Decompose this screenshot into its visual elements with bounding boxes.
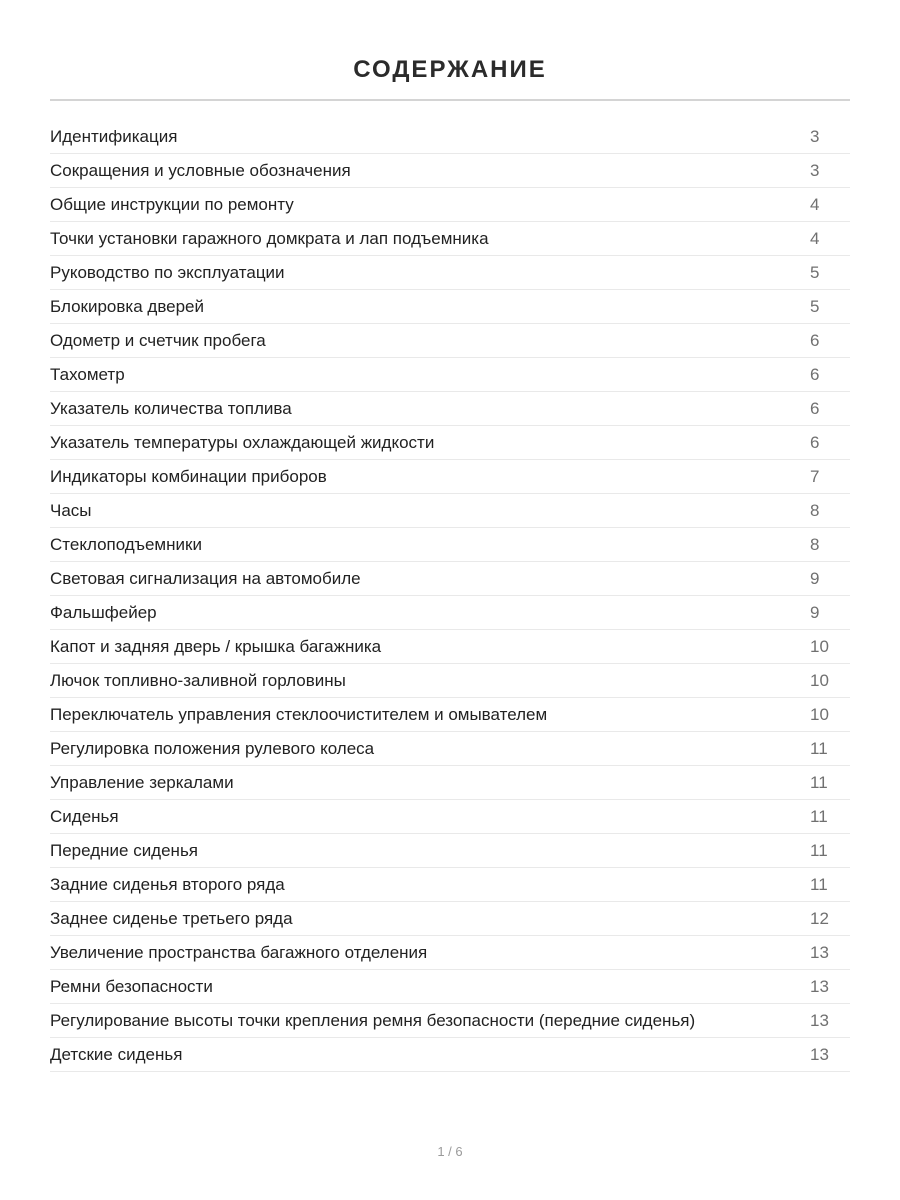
page-indicator: 1 / 6 (437, 1144, 463, 1159)
toc-entry-page-number: 6 (810, 364, 820, 384)
toc-entry-page-number: 8 (810, 500, 820, 520)
page-title: СОДЕРЖАНИЕ (353, 56, 547, 84)
toc-entry-page-number: 6 (810, 330, 820, 350)
toc-entry[interactable] (50, 528, 850, 562)
toc-entry[interactable] (50, 120, 850, 154)
toc-entry-page-number: 11 (810, 874, 828, 894)
toc-entry-label[interactable]: Ремни безопасности (50, 976, 213, 996)
toc-entry-page-number: 11 (810, 806, 828, 826)
document-page (50, 0, 850, 1200)
toc-entry-label[interactable]: Заднее сиденье третьего ряда (50, 908, 293, 928)
toc-entry-page-number: 13 (810, 1044, 829, 1064)
toc-entry-label[interactable]: Фальшфейер (50, 602, 157, 622)
toc-entry-page-number: 11 (810, 840, 828, 860)
toc-entry-label[interactable]: Сиденья (50, 806, 119, 826)
toc-entry[interactable] (50, 188, 850, 222)
toc-entry[interactable] (50, 732, 850, 766)
toc-entry-page-number: 7 (810, 466, 820, 486)
toc-entry-label[interactable]: Часы (50, 500, 92, 520)
toc-entry-label[interactable]: Сокращения и условные обозначения (50, 160, 351, 180)
toc-entry-label[interactable]: Капот и задняя дверь / крышка багажника (50, 636, 382, 656)
toc-entry-page-number: 3 (810, 126, 820, 146)
toc-entry-page-number: 10 (810, 670, 829, 690)
toc-entry[interactable] (50, 358, 850, 392)
toc-entry-page-number: 4 (810, 194, 820, 214)
toc-entry[interactable] (50, 698, 850, 732)
toc-entry-label[interactable]: Руководство по эксплуатации (50, 262, 285, 282)
toc-entry-page-number: 5 (810, 262, 820, 282)
toc-entry-label[interactable]: Индикаторы комбинации приборов (50, 466, 327, 486)
toc-entry-page-number: 6 (810, 398, 820, 418)
title-divider (50, 99, 850, 101)
toc-entry-page-number: 13 (810, 976, 829, 996)
toc-entry[interactable] (50, 494, 850, 528)
toc-entry-page-number: 6 (810, 432, 820, 452)
toc-entry-label[interactable]: Указатель температуры охлаждающей жидкости (50, 432, 435, 452)
toc-entry[interactable] (50, 1038, 850, 1072)
toc-entry-label[interactable]: Указатель количества топлива (50, 398, 292, 418)
toc-entry-page-number: 11 (810, 738, 828, 758)
toc-entry[interactable] (50, 290, 850, 324)
toc-entry[interactable] (50, 1004, 850, 1038)
toc-entry-label[interactable]: Одометр и счетчик пробега (50, 330, 266, 350)
toc-entry[interactable] (50, 970, 850, 1004)
toc-entry-label[interactable]: Общие инструкции по ремонту (50, 194, 294, 214)
toc-entry-label[interactable]: Идентификация (50, 126, 178, 146)
toc-entry[interactable] (50, 868, 850, 902)
toc-entry-page-number: 10 (810, 704, 829, 724)
toc-entry-page-number: 12 (810, 908, 829, 928)
toc-entry-label[interactable]: Управление зеркалами (50, 772, 234, 792)
toc-entry-label[interactable]: Лючок топливно-заливной горловины (50, 670, 346, 690)
toc-entry-page-number: 13 (810, 942, 829, 962)
toc-entry[interactable] (50, 596, 850, 630)
toc-entry-page-number: 8 (810, 534, 820, 554)
toc-entry-label[interactable]: Тахометр (50, 364, 125, 384)
toc-entry-label[interactable]: Переключатель управления стеклоочистителем и омывателем (50, 704, 548, 724)
toc-entry[interactable] (50, 562, 850, 596)
toc-entry-page-number: 10 (810, 636, 829, 656)
toc-entry[interactable] (50, 256, 850, 290)
table-of-contents (50, 120, 850, 1072)
toc-entry-label[interactable]: Точки установки гаражного домкрата и лап подъемника (50, 228, 489, 248)
toc-entry-label[interactable]: Стеклоподъемники (50, 534, 202, 554)
toc-entry-label[interactable]: Передние сиденья (50, 840, 199, 860)
toc-entry-page-number: 9 (810, 602, 820, 622)
toc-entry[interactable] (50, 426, 850, 460)
toc-entry-page-number: 3 (810, 160, 820, 180)
toc-entry-page-number: 9 (810, 568, 820, 588)
toc-entry[interactable] (50, 834, 850, 868)
toc-entry[interactable] (50, 902, 850, 936)
toc-entry[interactable] (50, 664, 850, 698)
toc-entry[interactable] (50, 936, 850, 970)
toc-entry-label[interactable]: Световая сигнализация на автомобиле (50, 568, 361, 588)
toc-entry[interactable] (50, 766, 850, 800)
toc-entry[interactable] (50, 630, 850, 664)
toc-entry-label[interactable]: Блокировка дверей (50, 296, 205, 316)
toc-entry[interactable] (50, 800, 850, 834)
toc-entry[interactable] (50, 460, 850, 494)
toc-entry-label[interactable]: Увеличение пространства багажного отделения (50, 942, 428, 962)
toc-entry[interactable] (50, 392, 850, 426)
toc-entry[interactable] (50, 222, 850, 256)
toc-entry-label[interactable]: Детские сиденья (50, 1044, 183, 1064)
toc-entry-page-number: 13 (810, 1010, 829, 1030)
toc-entry-label[interactable]: Регулирование высоты точки крепления ремня безопасности (передние сиденья) (50, 1010, 696, 1030)
toc-entry-page-number: 5 (810, 296, 820, 316)
toc-entry-page-number: 11 (810, 772, 828, 792)
toc-entry-page-number: 4 (810, 228, 820, 248)
toc-entry[interactable] (50, 154, 850, 188)
toc-entry-label[interactable]: Задние сиденья второго ряда (50, 874, 285, 894)
toc-entry-label[interactable]: Регулировка положения рулевого колеса (50, 738, 375, 758)
toc-entry[interactable] (50, 324, 850, 358)
